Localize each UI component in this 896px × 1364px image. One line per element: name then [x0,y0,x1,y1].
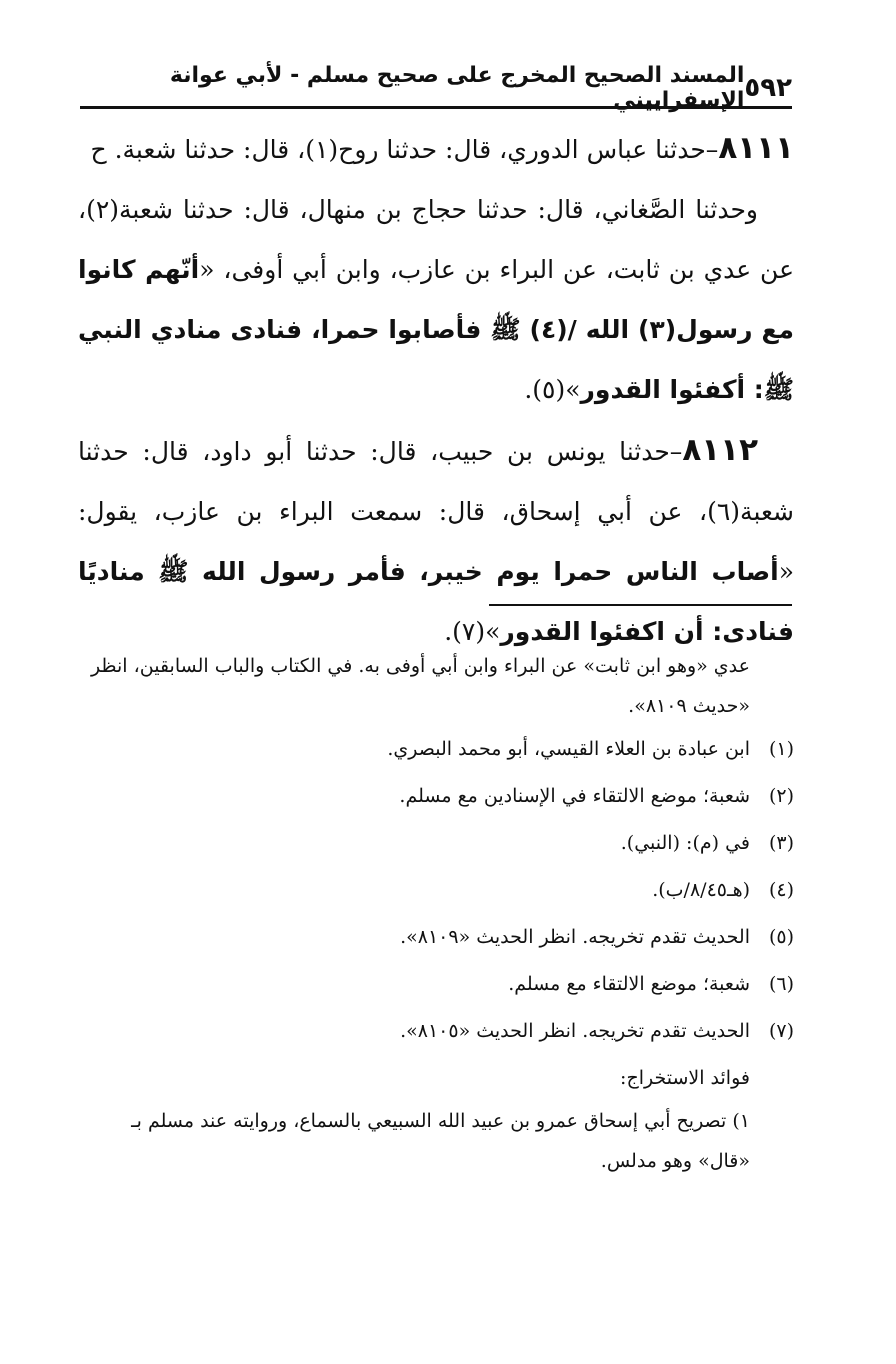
footnote-text: شعبة؛ موضع الالتقاء مع مسلم. [508,973,750,995]
hadith-number: ٨١١١ [718,130,794,166]
footnote-item [78,773,794,820]
hadith-text: وحدثنا الصَّغاني، قال: حدثنا حجاج بن منهال، قال: حدثنا شعبة(٢)، عن عدي بن ثابت، عن البراء بن عازب، وابن أبي أوفى، « [78,195,794,284]
footnote-text: شعبة؛ موضع الالتقاء في الإسنادين مع مسلم. [399,785,750,807]
footnote-continuation: عدي «وهو ابن ثابت» عن البراء وابن أبي أوفى به. في الكتاب والباب السابقين، انظر «حديث ٨١٠٩». [90,655,750,717]
footnote-item [78,867,794,914]
header-rule [80,106,792,109]
footnote-separator [489,604,792,606]
hadith-text: –حدثنا عباس الدوري، قال: حدثنا روح(١)، قال: حدثنا شعبة. ح [90,135,719,164]
hadith-text-end: »(٧). [444,617,501,646]
footnote-text: (هـ٨/٤٥/ب). [652,879,750,901]
footnote-item [78,961,794,1008]
footnotes [78,646,794,1181]
hadith-8111 [78,118,794,180]
footnote-item [78,1008,794,1055]
footnote-number: (٢) [768,785,794,807]
footnote-number: (١) [768,738,794,760]
footnote-text: في (م): (النبي). [620,832,750,854]
footnote-number: (٥) [768,926,794,948]
footnote-item [78,820,794,867]
footnote-number: (٦) [768,973,794,995]
running-title: المسند الصحيح المخرج على صحيح مسلم - لأبي عوانة الإسفراييني [169,63,745,113]
footnote-number: (٤) [768,879,794,901]
footnote-text: ابن عبادة بن العلاء القيسي، أبو محمد البصري. [387,738,750,760]
footnote-text: الحديث تقدم تخريجه. انظر الحديث «٨١٠٥». [400,1020,750,1042]
footnote-text: الحديث تقدم تخريجه. انظر الحديث «٨١٠٩». [400,926,750,948]
hadith-8111-second-chain [78,180,794,420]
footnote-item [78,914,794,961]
footnote-number: (٧) [768,1020,794,1042]
footnote-item [78,726,794,773]
hadith-8112 [78,420,794,662]
page-number: ٥٩٢ [744,73,792,103]
hadith-text-end: »(٥). [524,375,581,404]
hadith-number: ٨١١٢ [682,432,758,468]
main-text [78,118,794,662]
benefits-heading: فوائد الاستخراج: [620,1067,750,1089]
hadith-matn: أنّهم كانوا مع رسول(٣) الله /(٤) ﷺ فأصابوا حمرا، فنادى منادي النبي ﷺ: أكفئوا القدور [78,255,795,404]
footnote-number: (٣) [768,832,794,854]
page-header [80,63,792,113]
benefit-item: ١) تصريح أبي إسحاق عمرو بن عبيد الله السبيعي بالسماع، وروايته عند مسلم بـ «قال» وهو مدلس. [131,1110,750,1172]
hadith-matn: أصاب الناس حمرا يوم خيبر، فأمر رسول الله ﷺ مناديًا فنادى: أن اكفئوا القدور [78,557,794,646]
hadith-text: –حدثنا يونس بن حبيب، قال: حدثنا أبو داود، قال: حدثنا شعبة(٦)، عن أبي إسحاق، قال: سمعت البراء بن عازب، يقول: « [78,437,794,586]
